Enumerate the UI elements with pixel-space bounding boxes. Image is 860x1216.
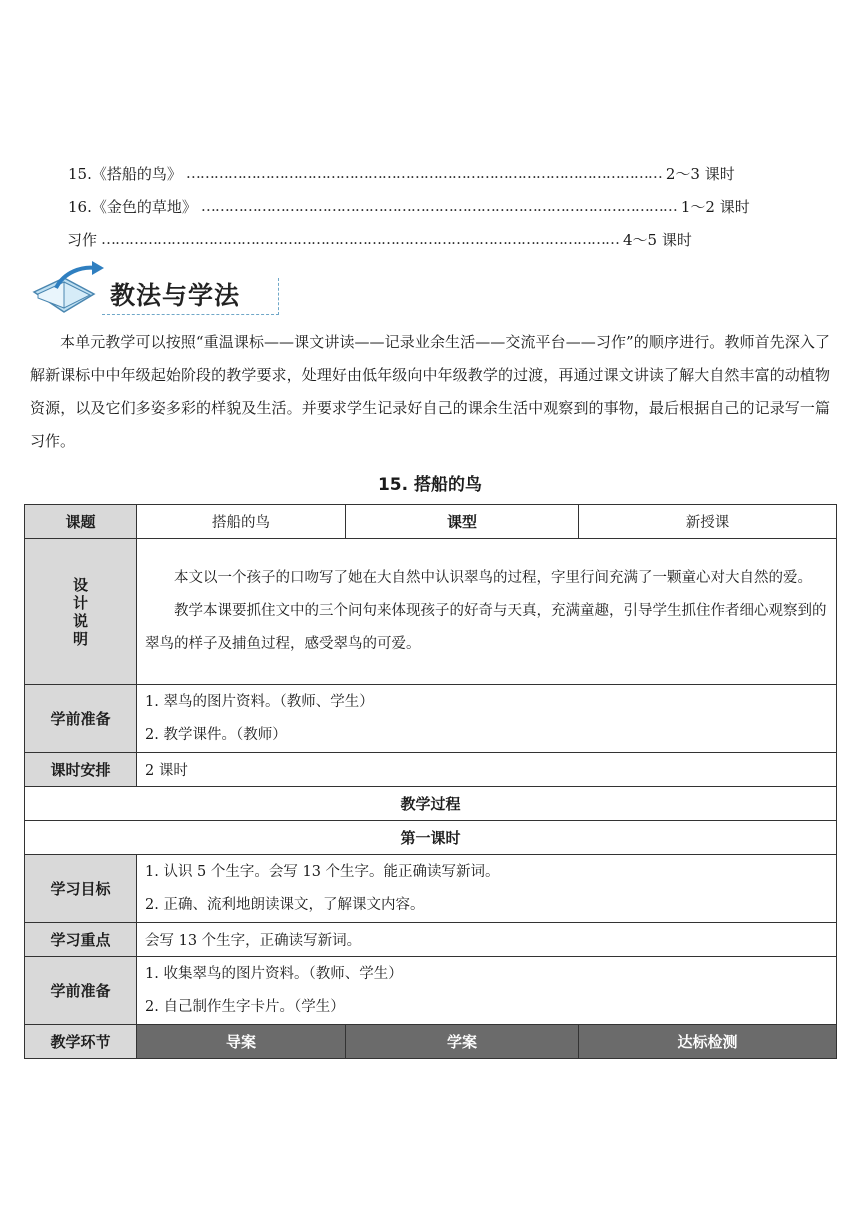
topic-value: 搭船的鸟: [137, 505, 346, 539]
toc-leader: …………………………………………………………………………………………: [185, 164, 662, 182]
first-period-heading: 第一课时: [25, 821, 837, 855]
design-label: [25, 539, 137, 685]
prep2-item: 2. 自己制作生字卡片。（学生）: [145, 998, 345, 1015]
toc-title: 16.《金色的草地》: [68, 197, 197, 216]
column-guide-header: 导案: [137, 1025, 346, 1059]
topic-label: 课题: [25, 505, 137, 539]
toc-leader: …………………………………………………………………………………………: [200, 197, 677, 215]
lesson-title: 15. 搭船的鸟: [377, 475, 483, 495]
table-row: [25, 821, 837, 855]
table-row: [25, 957, 837, 1025]
toc-leader: …………………………………………………………………………………………………: [101, 230, 620, 248]
key-label: 学习重点: [25, 923, 137, 957]
table-row: [25, 539, 837, 685]
prep-content: [137, 685, 837, 753]
goal-item: 1. 认识 5 个生字。会写 13 个生字。能正确读写新词。: [145, 863, 500, 880]
table-row: [25, 505, 837, 539]
toc-title: 习作: [67, 230, 98, 249]
table-row: [25, 787, 837, 821]
intro-text: 本单元教学可以按照“重温课标——课文讲读——记录业余生活——交流平台——习作”的顺序进行。教师首先深入了解新课标中中年级起始阶段的教学要求，处理好由低年级向中年级教学的过渡，再通过课文讲读了解大自然丰富的动植物资源，以及它们多姿多彩的样貌及生活。并要求学生记录好自己的课余生活中观察到的事物，最后根据自己的记录写一篇习作。: [30, 333, 830, 450]
type-label: 课型: [346, 505, 579, 539]
table-row: [25, 685, 837, 753]
goal-label: 学习目标: [25, 855, 137, 923]
book-arrow-icon: [30, 258, 110, 320]
lesson-plan-table: [24, 504, 837, 1059]
prep-label: 学前准备: [25, 685, 137, 753]
key-value: 会写 13 个生字，正确读写新词。: [137, 923, 837, 957]
hours-label: 课时安排: [25, 753, 137, 787]
goal-item: 2. 正确、流利地朗读课文，了解课文内容。: [145, 896, 425, 913]
design-label-text: 设计说明: [73, 575, 89, 648]
goal-content: [137, 855, 837, 923]
process-heading: 教学过程: [25, 787, 837, 821]
design-paragraph-2: 教学本课要抓住文中的三个问句来体现孩子的好奇与天真，充满童趣，引导学生抓住作者细心观察到的翠鸟的样子及捕鱼过程，感受翠鸟的可爱。: [145, 603, 827, 652]
stage-label: 教学环节: [25, 1025, 137, 1059]
toc-title: 15.《搭船的鸟》: [68, 164, 182, 183]
section-banner: [30, 258, 270, 320]
prep-item: 1. 翠鸟的图片资料。（教师、学生）: [145, 693, 374, 710]
table-row: [25, 855, 837, 923]
toc-hours: 2～3 课时: [665, 164, 735, 183]
prep2-label: 学前准备: [25, 957, 137, 1025]
design-content: [137, 539, 837, 685]
toc-hours: 4～5 课时: [623, 230, 692, 249]
prep2-content: [137, 957, 837, 1025]
type-value: 新授课: [579, 505, 837, 539]
toc-row: [67, 228, 697, 250]
intro-paragraph: [30, 326, 830, 458]
design-paragraph-1: 本文以一个孩子的口吻写了她在大自然中认识翠鸟的过程，字里行间充满了一颗童心对大自然的爱。: [174, 570, 812, 586]
banner-title: 教法与学法: [110, 281, 241, 310]
table-row: [25, 1025, 837, 1059]
column-check-header: 达标检测: [579, 1025, 837, 1059]
column-study-header: 学案: [346, 1025, 579, 1059]
toc-row: [68, 162, 735, 184]
table-row: [25, 753, 837, 787]
prep2-item: 1. 收集翠鸟的图片资料。（教师、学生）: [145, 965, 403, 982]
table-row: [25, 923, 837, 957]
toc-hours: 1～2 课时: [680, 197, 750, 216]
prep-item: 2. 教学课件。（教师）: [145, 726, 287, 743]
toc-row: [68, 195, 750, 217]
hours-value: 2 课时: [137, 753, 837, 787]
